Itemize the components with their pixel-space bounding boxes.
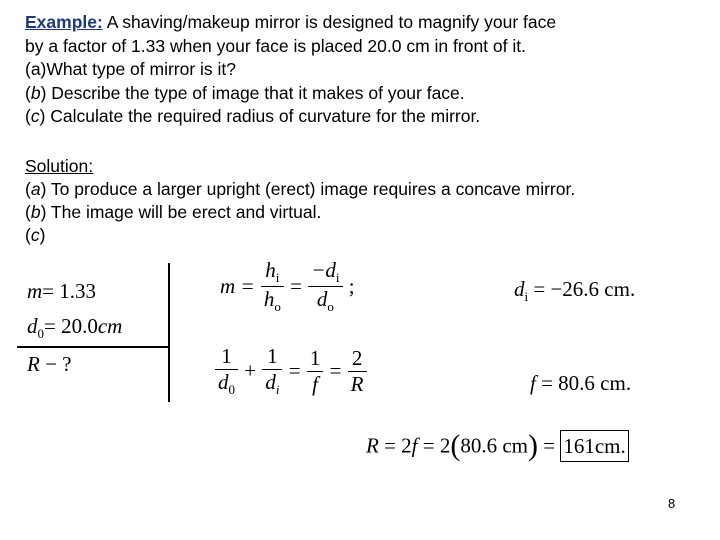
mirror-equals-2: = bbox=[329, 358, 342, 383]
given-d-value: = 20.0 bbox=[44, 314, 98, 338]
question-b: (b) Describe the type of image that it makes of your face. bbox=[25, 82, 465, 103]
d-o-sub: o bbox=[327, 299, 334, 315]
result-image-distance bbox=[514, 279, 635, 303]
result-f-value: = 80.6 cm. bbox=[535, 371, 632, 395]
mag-equals: = bbox=[290, 274, 302, 299]
h-i: h bbox=[265, 258, 276, 282]
radius-inner: 80.6 cm bbox=[460, 433, 529, 458]
given-magnification bbox=[27, 281, 96, 302]
given-object-distance bbox=[27, 316, 122, 340]
radius-f: f bbox=[411, 433, 418, 458]
givens-horizontal-divider bbox=[17, 346, 169, 348]
R-den: R bbox=[348, 371, 367, 395]
solution-b-text: The image will be erect and virtual. bbox=[46, 202, 322, 222]
question-b-text: Describe the type of image that it makes of your face. bbox=[46, 82, 465, 103]
paren-close: ) bbox=[528, 429, 539, 462]
one-b: 1 bbox=[267, 344, 278, 368]
solution-heading: Solution: bbox=[25, 156, 94, 176]
result-di-value: = −26.6 cm. bbox=[528, 277, 636, 301]
d0-sub: 0 bbox=[228, 382, 236, 398]
di-sub: i bbox=[275, 382, 280, 398]
result-di-sub: i bbox=[524, 289, 529, 305]
radius-eq-final: = bbox=[538, 433, 561, 458]
result-f-symbol: f bbox=[530, 371, 536, 395]
radius-boxed-answer: 161cm. bbox=[560, 430, 628, 462]
given-m-value: = 1.33 bbox=[42, 279, 97, 303]
h-o-sub: o bbox=[274, 299, 281, 315]
given-d-sub: 0 bbox=[37, 326, 45, 342]
given-d-unit: cm bbox=[97, 314, 123, 338]
magnification-equation bbox=[220, 260, 355, 313]
solution-b: (b) The image will be erect and virtual. bbox=[25, 202, 322, 222]
radius-eq-2: = 2 bbox=[378, 433, 412, 458]
question-c-letter: c bbox=[30, 106, 40, 126]
problem-text-1: A shaving/makeup mirror is designed to magnify your face bbox=[102, 12, 557, 32]
problem-statement bbox=[25, 11, 556, 129]
two: 2 bbox=[351, 345, 363, 370]
solution-c: (c) bbox=[25, 225, 46, 245]
question-c-text: Calculate the required radius of curvature for the mirror. bbox=[45, 106, 481, 126]
fraction-di-do bbox=[308, 260, 342, 313]
d0: d bbox=[218, 370, 229, 394]
given-R-value: − ? bbox=[39, 352, 72, 376]
h-o: h bbox=[263, 287, 275, 312]
given-radius-unknown bbox=[27, 354, 72, 375]
mirror-equation bbox=[214, 346, 368, 396]
radius-eq-2b: = 2 bbox=[417, 433, 451, 458]
h-i-sub: i bbox=[275, 270, 280, 286]
solution-c-letter: c bbox=[30, 225, 40, 245]
given-d-symbol: d bbox=[27, 314, 38, 338]
radius-equation bbox=[366, 431, 629, 461]
question-a-label: (a) bbox=[25, 59, 47, 79]
question-c: (c) Calculate the required radius of curvature for the mirror. bbox=[25, 106, 481, 126]
example-label: Example: bbox=[25, 12, 103, 32]
given-m-symbol: m bbox=[27, 279, 43, 303]
one-c: 1 bbox=[309, 345, 321, 370]
solution-a: (a) To produce a larger upright (erect) image requires a concave mirror. bbox=[25, 179, 576, 199]
given-R-symbol: R bbox=[27, 352, 40, 376]
one-a: 1 bbox=[221, 344, 232, 368]
radius-R: R bbox=[366, 433, 379, 458]
solution-a-text: To produce a larger upright (erect) image requires a concave mirror. bbox=[46, 179, 576, 199]
d-o: d bbox=[316, 287, 328, 312]
givens-vertical-divider bbox=[168, 263, 170, 402]
mag-lhs: m = bbox=[220, 274, 255, 299]
mirror-equals-1: = bbox=[288, 358, 301, 383]
question-b-letter: b bbox=[30, 82, 41, 103]
fraction-1-di bbox=[262, 346, 282, 396]
di: d bbox=[265, 370, 276, 394]
semicolon: ; bbox=[348, 274, 355, 299]
solution-section bbox=[25, 155, 575, 247]
result-di-symbol: d bbox=[514, 277, 525, 301]
question-a-text: What type of mirror is it? bbox=[46, 59, 237, 79]
result-focal-length bbox=[530, 373, 631, 394]
fraction-1-f bbox=[307, 345, 324, 396]
solution-b-letter: b bbox=[30, 202, 41, 222]
paren-open: ( bbox=[450, 429, 461, 462]
solution-a-letter: a bbox=[30, 179, 41, 199]
question-a bbox=[25, 58, 556, 82]
fraction-hi-ho bbox=[261, 260, 284, 313]
plus-sign: + bbox=[244, 358, 257, 383]
fraction-1-d0 bbox=[215, 346, 238, 396]
neg-d-i: −d bbox=[311, 258, 336, 282]
page-number: 8 bbox=[668, 496, 676, 511]
fraction-2-R bbox=[348, 345, 367, 396]
problem-line-2: by a factor of 1.33 when your face is placed 20.0 cm in front of it. bbox=[25, 35, 526, 56]
problem-line-1 bbox=[25, 11, 556, 35]
neg-d-i-sub: i bbox=[335, 270, 340, 286]
f-den: f bbox=[307, 371, 324, 395]
